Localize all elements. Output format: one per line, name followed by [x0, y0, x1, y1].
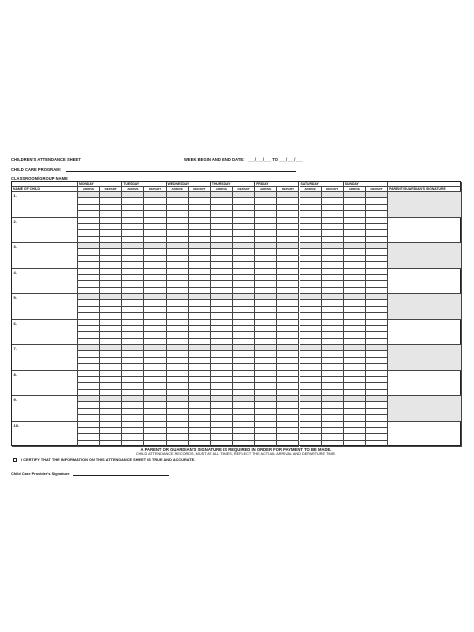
arrive-header: ARRIVE [122, 187, 144, 192]
row-number: 9. [13, 397, 17, 402]
parent-signature-cell[interactable] [388, 371, 462, 397]
arrive-header: ARRIVE [300, 187, 322, 192]
certify-checkbox[interactable] [13, 458, 17, 462]
parent-signature-cell[interactable] [388, 396, 462, 422]
row-number: 2. [13, 218, 17, 224]
certify-statement: I CERTIFY THAT THE INFORMATION ON THIS ATTENDANCE SHEET IS TRUE AND ACCURATE. [21, 458, 196, 462]
child-name-cell[interactable] [12, 345, 78, 371]
name-of-child-header: NAME OF CHILD [12, 187, 78, 192]
attendance-table [11, 181, 461, 446]
child-name-cell[interactable] [12, 294, 78, 320]
parent-signature-header: PARENT/GUARDIAN'S SIGNATURE [388, 187, 462, 192]
provider-signature-field[interactable] [73, 471, 169, 476]
child-name-cell[interactable] [12, 422, 78, 448]
depart-header: DEPART [366, 187, 388, 192]
depart-header: DEPART [277, 187, 299, 192]
parent-signature-cell[interactable] [388, 243, 462, 269]
child-name-cell[interactable] [12, 192, 78, 218]
sheet-title: CHILDREN'S ATTENDANCE SHEET [11, 157, 81, 162]
row-number: 6. [13, 320, 17, 326]
child-name-cell[interactable] [12, 269, 78, 295]
program-row [11, 167, 296, 172]
records-note: CHILD ATTENDANCE RECORDS, MUST AT ALL TIMES, REFLECT THE ACTUAL ARRIVAL AND DEPARTURE TIME. [135, 452, 337, 456]
depart-header: DEPART [322, 187, 344, 192]
day-header: SATURDAY [300, 182, 344, 187]
arrive-header: ARRIVE [255, 187, 277, 192]
depart-header: DEPART [189, 187, 211, 192]
program-label: CHILD CARE PROGRAM: [11, 167, 62, 172]
provider-signature-label: Child Care Provider's Signature [11, 472, 70, 476]
day-header: MONDAY [78, 182, 122, 187]
day-header: TUESDAY [122, 182, 166, 187]
child-name-cell[interactable] [12, 218, 78, 244]
arrive-header: ARRIVE [344, 187, 366, 192]
row-number: 4. [13, 269, 17, 275]
week-label: WEEK BEGIN AND END DATE: [184, 157, 245, 162]
parent-signature-cell[interactable] [388, 192, 462, 218]
child-name-cell[interactable] [12, 396, 78, 422]
arrive-header: ARRIVE [78, 187, 100, 192]
row-number: 7. [13, 346, 17, 351]
child-name-cell[interactable] [12, 320, 78, 346]
depart-header: DEPART [144, 187, 166, 192]
week-dates [184, 157, 302, 162]
parent-signature-cell[interactable] [388, 345, 462, 371]
child-name-cell[interactable] [12, 371, 78, 397]
child-name-cell[interactable] [12, 243, 78, 269]
classroom-label: CLASSROOM/GROUP NAME [11, 176, 68, 181]
parent-signature-cell[interactable] [388, 320, 462, 346]
depart-header: DEPART [100, 187, 122, 192]
row-number: 5. [13, 295, 17, 300]
week-value[interactable]: ___/___/___ TO ___/___/___ [247, 157, 303, 162]
row-number: 1. [13, 193, 17, 198]
day-header: SUNDAY [344, 182, 388, 187]
row-number: 10. [13, 422, 20, 428]
row-number: 8. [13, 371, 17, 377]
parent-signature-cell[interactable] [388, 294, 462, 320]
signature-required-note: A PARENT OR GUARDIAN'S SIGNATURE IS REQUIRED IN ORDER FOR PAYMENT TO BE MADE. [140, 447, 332, 452]
row-number: 3. [13, 244, 17, 249]
day-header: THURSDAY [211, 182, 255, 187]
parent-signature-cell[interactable] [388, 269, 462, 295]
day-header: WEDNESDAY [167, 182, 211, 187]
arrive-header: ARRIVE [167, 187, 189, 192]
provider-signature-row [11, 471, 169, 476]
parent-signature-cell[interactable] [388, 218, 462, 244]
program-field[interactable] [66, 167, 296, 172]
parent-signature-cell[interactable] [388, 422, 462, 448]
day-header: FRIDAY [255, 182, 299, 187]
arrive-header: ARRIVE [211, 187, 233, 192]
depart-header: DEPART [233, 187, 255, 192]
